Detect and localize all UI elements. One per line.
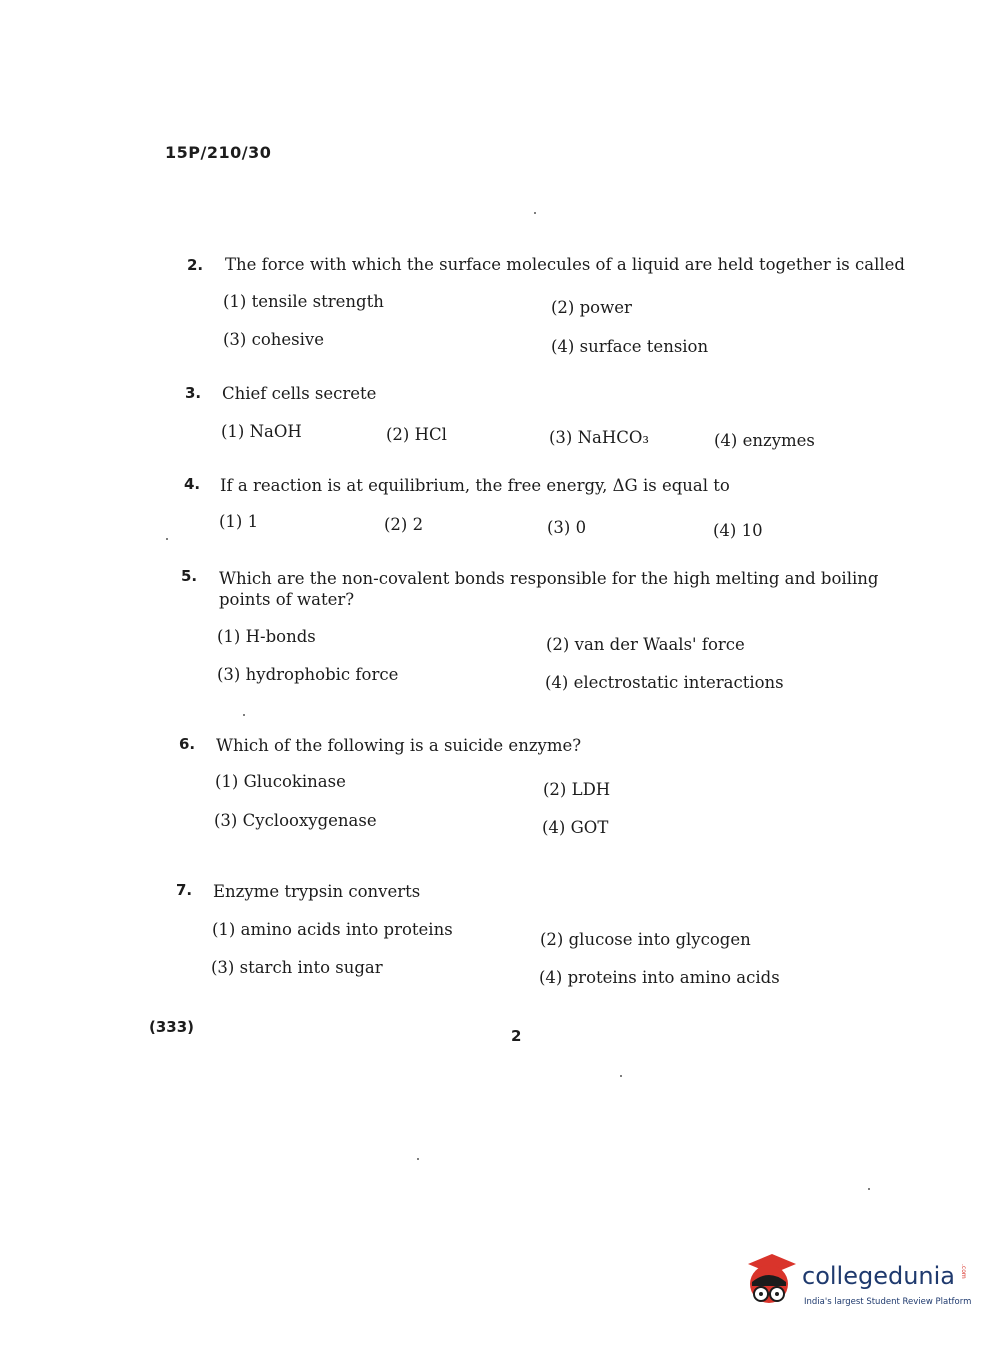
option-4: (4) electrostatic interactions: [545, 673, 784, 692]
brand-name: collegedunia: [802, 1262, 956, 1290]
booklet-code: (333): [149, 1018, 195, 1036]
option-1: (1) NaOH: [221, 422, 302, 441]
option-4: (4) 10: [713, 521, 763, 540]
option-3: (3) 0: [547, 518, 587, 537]
scan-speck: [166, 538, 168, 540]
option-1: (1) Glucokinase: [215, 772, 346, 791]
question-text: Which are the non-covalent bonds responsible for the high melting and boiling points of water?: [219, 569, 879, 609]
scan-speck: [868, 1188, 870, 1190]
question-number: 7.: [176, 881, 193, 899]
paper-code: 15P/210/30: [165, 143, 272, 162]
option-1: (1) tensile strength: [223, 292, 384, 311]
option-2: (2) van der Waals' force: [546, 635, 745, 654]
option-3: (3) starch into sugar: [211, 958, 383, 977]
option-2: (2) HCl: [386, 425, 447, 444]
option-2: (2) LDH: [543, 780, 611, 799]
question-number: 4.: [184, 475, 201, 493]
brand-dotcom: .com: [960, 1264, 967, 1279]
mascot-icon: [742, 1250, 800, 1310]
page-number: 2: [511, 1027, 522, 1045]
question-number: 3.: [185, 384, 202, 402]
scan-speck: [534, 212, 536, 214]
question-text: Enzyme trypsin converts: [213, 882, 421, 901]
brand-tagline: India's largest Student Review Platform: [804, 1297, 972, 1307]
option-1: (1) 1: [219, 512, 259, 531]
question-number: 6.: [179, 735, 196, 753]
scan-speck: [417, 1158, 419, 1160]
option-3: (3) hydrophobic force: [217, 665, 399, 684]
option-4: (4) GOT: [542, 818, 609, 837]
question-number: 5.: [181, 567, 198, 585]
question-number: 2.: [187, 256, 204, 274]
option-1: (1) H-bonds: [217, 627, 316, 646]
brand-logo: [742, 1250, 972, 1310]
option-3: (3) NaHCO₃: [549, 428, 650, 447]
option-3: (3) cohesive: [223, 330, 325, 349]
scan-speck: [620, 1075, 622, 1077]
option-2: (2) glucose into glycogen: [540, 930, 751, 949]
option-4: (4) surface tension: [551, 337, 709, 356]
option-1: (1) amino acids into proteins: [212, 920, 453, 939]
scan-speck: [243, 714, 245, 716]
option-4: (4) proteins into amino acids: [539, 968, 780, 987]
question-text: If a reaction is at equilibrium, the free energy, ΔG is equal to: [220, 476, 730, 495]
option-3: (3) Cyclooxygenase: [214, 811, 377, 830]
question-text: Chief cells secrete: [222, 384, 377, 403]
question-text: The force with which the surface molecules of a liquid are held together is called: [225, 255, 905, 274]
option-2: (2) 2: [384, 515, 424, 534]
question-text: Which of the following is a suicide enzyme?: [216, 736, 582, 755]
option-2: (2) power: [551, 298, 632, 317]
option-4: (4) enzymes: [714, 431, 815, 450]
